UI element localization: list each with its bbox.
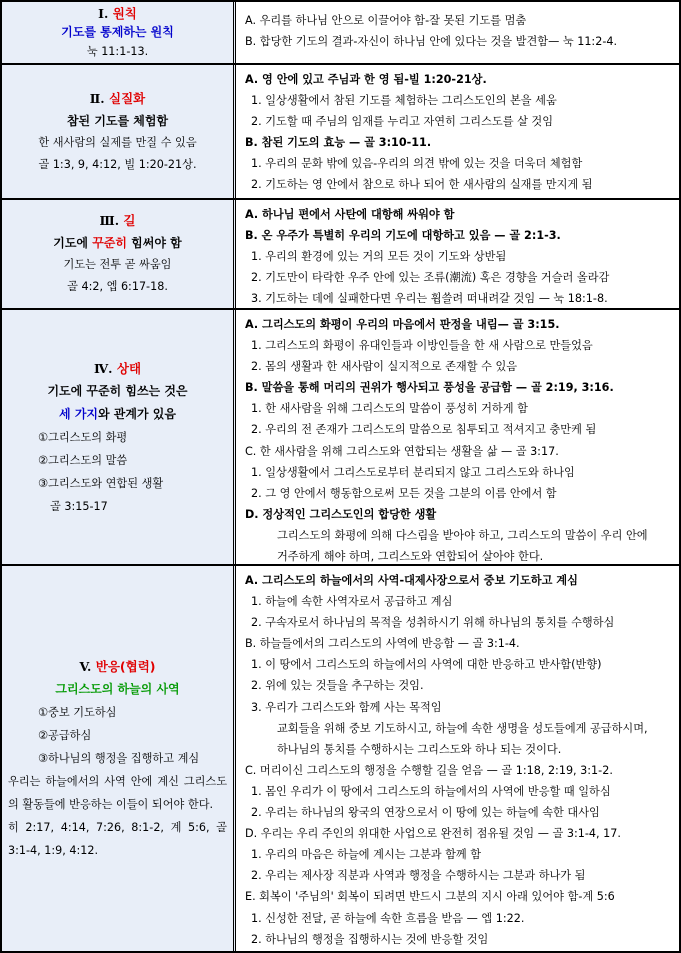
line: 2. 기도할 때 주님의 임재를 누리고 자연히 그리스도를 살 것임	[251, 115, 554, 129]
section-1-detail	[236, 2, 679, 63]
section-5-paragraph: 우리는 하늘에서의 사역 안에 계신 그리스도의 활동들에 반응하는 이들이 되어야 한다.	[8, 775, 227, 811]
line: 2. 우리는 하나님의 왕국의 연장으로서 이 땅에 있는 하늘에 속한 대사임	[251, 806, 600, 820]
line: 2. 그 영 안에서 행동함으로써 모든 것을 그분의 이름 안에서 함	[251, 486, 557, 500]
section-2-ref: 골 1:3, 9, 4:12, 빌 1:20-21상.	[38, 157, 197, 171]
line: D. 정상적인 그리스도인의 합당한 생활	[245, 507, 437, 521]
section-5-list	[8, 701, 227, 770]
section-4-detail	[236, 310, 679, 564]
list-item: ②공급하심	[38, 729, 92, 742]
line: 2. 기도하는 영 안에서 참으로 하나 되어 한 새사람의 실재를 만지게 됨	[251, 178, 593, 192]
section-3	[2, 198, 679, 308]
line: 하나님의 통치를 수행하시는 그리스도와 하나 되는 것이다.	[277, 742, 562, 756]
line: 1. 그리스도의 화평이 유대인들과 이방인들을 한 새 사람으로 만들었음	[251, 339, 593, 353]
line: 거주하게 해야 하며, 그리스도와 연합되어 살아야 한다.	[277, 550, 544, 564]
section-4-ref: 골 3:15-17	[50, 499, 108, 513]
section-3-ref: 골 4:2, 엡 6:17-18.	[67, 280, 168, 293]
section-5-refs: 히 2:17, 4:14, 7:26, 8:1-2, 계 5:6, 골 3:1-4, 1:9, 4:12.	[8, 821, 227, 857]
line: C. 머리이신 그리스도의 행정을 수행할 길을 얻음 — 골 1:18, 2:19, 3:1-2.	[245, 763, 613, 777]
line: 교회들을 위해 중보 기도하시고, 하늘에 속한 생명을 성도들에게 공급하시며,	[277, 721, 648, 735]
section-3-title: Ⅲ. 길	[99, 213, 136, 228]
section-4	[2, 308, 679, 564]
line: 2. 우리의 전 존재가 그리스도의 말씀으로 침투되고 적셔지고 충만케 됨	[251, 423, 597, 437]
list-item: ③하나님의 행정을 집행하고 계심	[38, 752, 200, 765]
line: 1. 이 땅에서 그리스도의 하늘에서의 사역에 대한 반응하고 반사함(반향)	[251, 658, 602, 672]
section-2-text: 한 새사람의 실제를 만질 수 있음	[38, 135, 197, 149]
line: 2. 하나님의 행정을 집행하시는 것에 반응할 것임	[251, 932, 489, 946]
line: 1. 우리의 마음은 하늘에 계시는 그분과 함께 함	[251, 848, 482, 862]
section-5-title: V. 반응(협력)	[79, 659, 156, 674]
line: C. 한 새사람을 위해 그리스도와 연합되는 생활을 삶 — 골 3:17.	[245, 444, 559, 458]
line: B. 하늘들에서의 그리스도의 사역에 반응함 — 골 3:1-4.	[245, 637, 520, 651]
section-2	[2, 63, 679, 198]
section-3-summary	[2, 200, 236, 308]
line: 그리스도의 화평에 의해 다스림을 받아야 하고, 그리스도의 말씀이 우리 안에	[277, 528, 648, 542]
section-5	[2, 564, 679, 951]
line: 1. 하늘에 속한 사역자로서 공급하고 계심	[251, 595, 453, 609]
section-1-ref: 눅 11:1-13.	[86, 45, 149, 58]
list-item: ①그리스도의 화평	[38, 430, 128, 444]
line: A. 영 안에 있고 주님과 한 영 됨-빌 1:20-21상.	[245, 73, 487, 86]
line: 1. 일상생활에서 참된 기도를 체험하는 그리스도인의 본을 세움	[251, 94, 557, 108]
line: B. 말씀을 통해 머리의 권위가 행사되고 풍성을 공급함 — 골 2:19, 3:16.	[245, 381, 614, 395]
list-item: ②그리스도의 말씀	[38, 453, 128, 467]
line: 2. 기도만이 타락한 우주 안에 있는 조류(潮流) 혹은 경향을 거슬러 올라감	[251, 271, 610, 285]
line: 1. 한 새사람을 위해 그리스도의 말씀이 풍성히 거하게 함	[251, 402, 528, 416]
section-4-heading: 기도에 꾸준히 힘쓰는 것은	[47, 383, 188, 398]
section-3-heading: 기도에 꾸준히 힘써야 함	[53, 236, 182, 250]
line: 2. 우리는 제사장 직분과 사역과 행정을 수행하시는 그분과 하나가 됨	[251, 869, 586, 883]
line: 3. 기도하는 데에 실패한다면 우리는 휩쓸려 떠내려갈 것임 — 눅 18:1-8.	[251, 292, 608, 306]
line: 1. 우리의 환경에 있는 거의 모든 것이 기도와 상반됨	[251, 250, 507, 264]
section-1	[2, 2, 679, 63]
section-3-keyword: 길	[123, 213, 136, 228]
section-4-list	[8, 426, 227, 518]
line: A. 우리를 하나님 안으로 이끌어야 함-잘 못된 기도를 멈춤	[245, 14, 527, 27]
line: 1. 일상생활에서 그리스도로부터 분리되지 않고 그리스도와 하나임	[251, 465, 575, 479]
section-2-keyword: 실질화	[109, 90, 146, 106]
line: 1. 신성한 전달, 곧 하늘에 속한 흐름을 받음 — 엡 1:22.	[251, 911, 525, 925]
section-2-summary	[2, 65, 236, 198]
line: E. 회복이 '주님의' 회복이 되려면 반드시 그분의 지시 아래 있어야 함-계 5:6	[245, 890, 615, 904]
section-3-detail	[236, 200, 679, 308]
section-5-keyword: 반응(협력)	[95, 659, 156, 674]
line: B. 참된 기도의 효능 — 골 3:10-11.	[245, 136, 432, 150]
line: B. 합당한 기도의 결과-자신이 하나님 안에 있다는 것을 발견함— 눅 11:2-4.	[245, 35, 618, 49]
section-1-keyword: 원칙	[112, 6, 137, 21]
list-item: ③그리스도와 연합된 생활	[38, 476, 164, 490]
section-1-title: I. 원칙	[98, 6, 137, 21]
section-4-keyword: 상태	[116, 360, 142, 376]
line: 2. 구속자로서 하나님의 목적을 성취하시기 위해 하나님의 통치를 수행하심	[251, 616, 615, 630]
line: A. 그리스도의 하늘에서의 사역-대제사장으로서 중보 기도하고 계심	[245, 574, 578, 587]
line: 3. 우리가 그리스도와 함께 사는 목적임	[251, 700, 442, 714]
section-5-heading: 그리스도의 하늘의 사역	[55, 682, 180, 696]
line: 1. 몸인 우리가 이 땅에서 그리스도의 하늘에서의 사역에 반응할 때 일하심	[251, 784, 611, 798]
section-2-detail	[236, 65, 679, 198]
section-2-title: Ⅱ. 실질화	[89, 90, 146, 106]
line: A. 그리스도의 화평이 우리의 마음에서 판정을 내림— 골 3:15.	[245, 318, 560, 331]
section-1-summary	[2, 2, 236, 63]
line: D. 우리는 우리 주인의 위대한 사업으로 완전히 점유될 것임 — 골 3:1-4, 17.	[245, 827, 621, 841]
section-1-heading: 기도를 통제하는 원칙	[61, 25, 174, 39]
line: 2. 몸의 생활과 한 새사람이 실지적으로 존재할 수 있음	[251, 360, 518, 374]
line: 1. 우리의 문화 밖에 있음-우리의 의견 밖에 있는 것을 더욱더 체험함	[251, 157, 583, 171]
section-5-summary	[2, 566, 236, 951]
section-4-title: Ⅳ. 상태	[93, 360, 142, 376]
section-2-heading: 참된 기도를 체험함	[66, 113, 169, 128]
line: 2. 위에 있는 것들을 추구하는 것임.	[251, 679, 424, 693]
section-3-text: 기도는 전투 곧 싸움임	[63, 258, 172, 271]
line: B. 온 우주가 특별히 우리의 기도에 대항하고 있음 — 골 2:1-3.	[245, 229, 561, 243]
section-4-summary	[2, 310, 236, 564]
section-5-detail	[236, 566, 679, 951]
section-4-subheading: 세 가지와 관계가 있음	[59, 406, 176, 421]
list-item: ①중보 기도하심	[38, 706, 117, 719]
line: A. 하나님 편에서 사탄에 대항해 싸워야 함	[245, 208, 455, 221]
